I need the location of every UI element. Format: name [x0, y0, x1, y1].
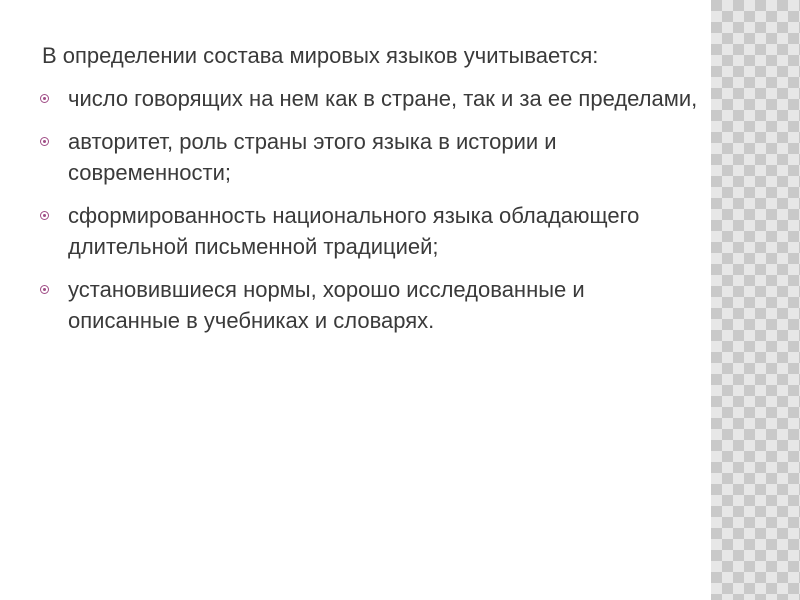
list-item-text: авторитет, роль страны этого языка в истории и современности;	[68, 129, 557, 185]
circle-bullet-icon	[40, 137, 49, 146]
circle-bullet-icon	[40, 94, 49, 103]
list-item-text: установившиеся нормы, хорошо исследованные и описанные в учебниках и словарях.	[68, 277, 585, 333]
list-item	[38, 83, 698, 114]
slide-content	[38, 40, 698, 348]
list-item	[38, 126, 698, 188]
bullet-list	[38, 83, 698, 336]
list-item-text: сформированность национального языка обладающего длительной письменной традицией;	[68, 203, 640, 259]
circle-bullet-icon	[40, 211, 49, 220]
list-item	[38, 274, 698, 336]
decorative-side-panel	[711, 0, 800, 600]
list-item-text: число говорящих на нем как в стране, так и за ее пределами,	[68, 86, 698, 111]
list-item	[38, 200, 698, 262]
circle-bullet-icon	[40, 285, 49, 294]
intro-text: В определении состава мировых языков учитывается:	[42, 43, 599, 68]
